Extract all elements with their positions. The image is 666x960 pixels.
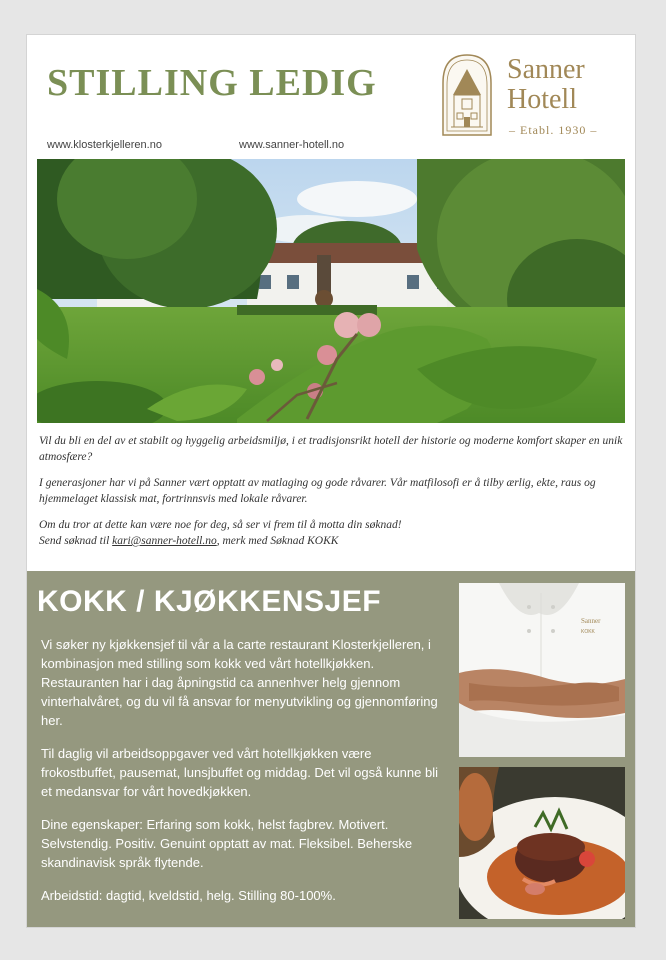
apply-instruction-suffix: , merk med Søknad KOKK [216, 535, 339, 547]
intro-text [39, 433, 625, 559]
intro-invite: Om du tror at dette kan være noe for deg, så ser vi frem til å motta din søknad! [39, 519, 402, 531]
job-paragraph-3: Dine egenskaper: Erfaring som kokk, helst fagbrev. Motivert. Selvstendig. Positiv. Genuint opptatt av mat. Fleksibel. Beherske skandinavisk språk flytende. [41, 817, 413, 870]
hero-photo-garden [37, 159, 625, 423]
logo-name-line2: Hotell [507, 84, 577, 115]
hotel-logo-icon [439, 51, 495, 139]
job-paragraph-4: Arbeidstid: dagtid, kveldstid, helg. Stilling 80-100%. [41, 888, 336, 903]
hotel-logo-text [507, 55, 585, 115]
svg-text:Sanner: Sanner [581, 617, 601, 625]
garden-scene-image [37, 159, 625, 423]
chef-photo [459, 583, 625, 757]
job-description-panel [27, 571, 635, 927]
job-paragraph-1: Vi søker ny kjøkkensjef til vår a la carte restaurant Klosterkjelleren, i kombinasjon med stilling som kokk ved vårt hotellkjøkken. Restauranten har i dag åpningstid ca annenhver helg gjennom vinterhalvåret, og du vil få ansvar for menyutvikling og gjennomføring her. [41, 637, 438, 728]
chef-image [459, 583, 625, 757]
dish-image [459, 767, 625, 919]
sanner-hotell-link[interactable]: www.sanner-hotell.no [239, 139, 345, 151]
klosterkjelleren-link[interactable]: www.klosterkjelleren.no [47, 139, 162, 151]
intro-paragraph-1: Vil du bli en del av et stabilt og hyggelig arbeidsmiljø, i et tradisjonsrikt hotell der historie og moderne komfort skaper en unik atmosfære? [39, 435, 623, 463]
dish-photo [459, 767, 625, 919]
header [27, 35, 635, 155]
email-link[interactable]: kari@sanner-hotell.no [112, 535, 217, 547]
logo-name-line1: Sanner [507, 54, 585, 85]
logo-established: – Etabl. 1930 – [509, 123, 598, 137]
intro-paragraph-3 [39, 517, 625, 549]
page-title: STILLING LEDIG [47, 62, 377, 104]
job-paragraph-2: Til daglig vil arbeidsoppgaver ved vårt hotellkjøkken være frokostbuffet, pausemat, lunsjbuffet og middag. Det vil også kunne bli et medansvar for vårt hovedkjøkken. [41, 746, 438, 799]
intro-paragraph-2: I generasjoner har vi på Sanner vært opptatt av matlaging og gode råvarer. Vår matfilosofi er å tilby ærlig, ekte, raus og hjemmelaget klassisk mat, fortrinnsvis med lokale råvarer. [39, 477, 596, 505]
job-title: KOKK / KJØKKENSJEF [37, 585, 382, 618]
svg-text:KOKK: KOKK [581, 629, 595, 635]
job-body [41, 635, 445, 919]
apply-instruction-prefix: Send søknad til [39, 535, 113, 547]
job-ad-page [26, 34, 636, 928]
